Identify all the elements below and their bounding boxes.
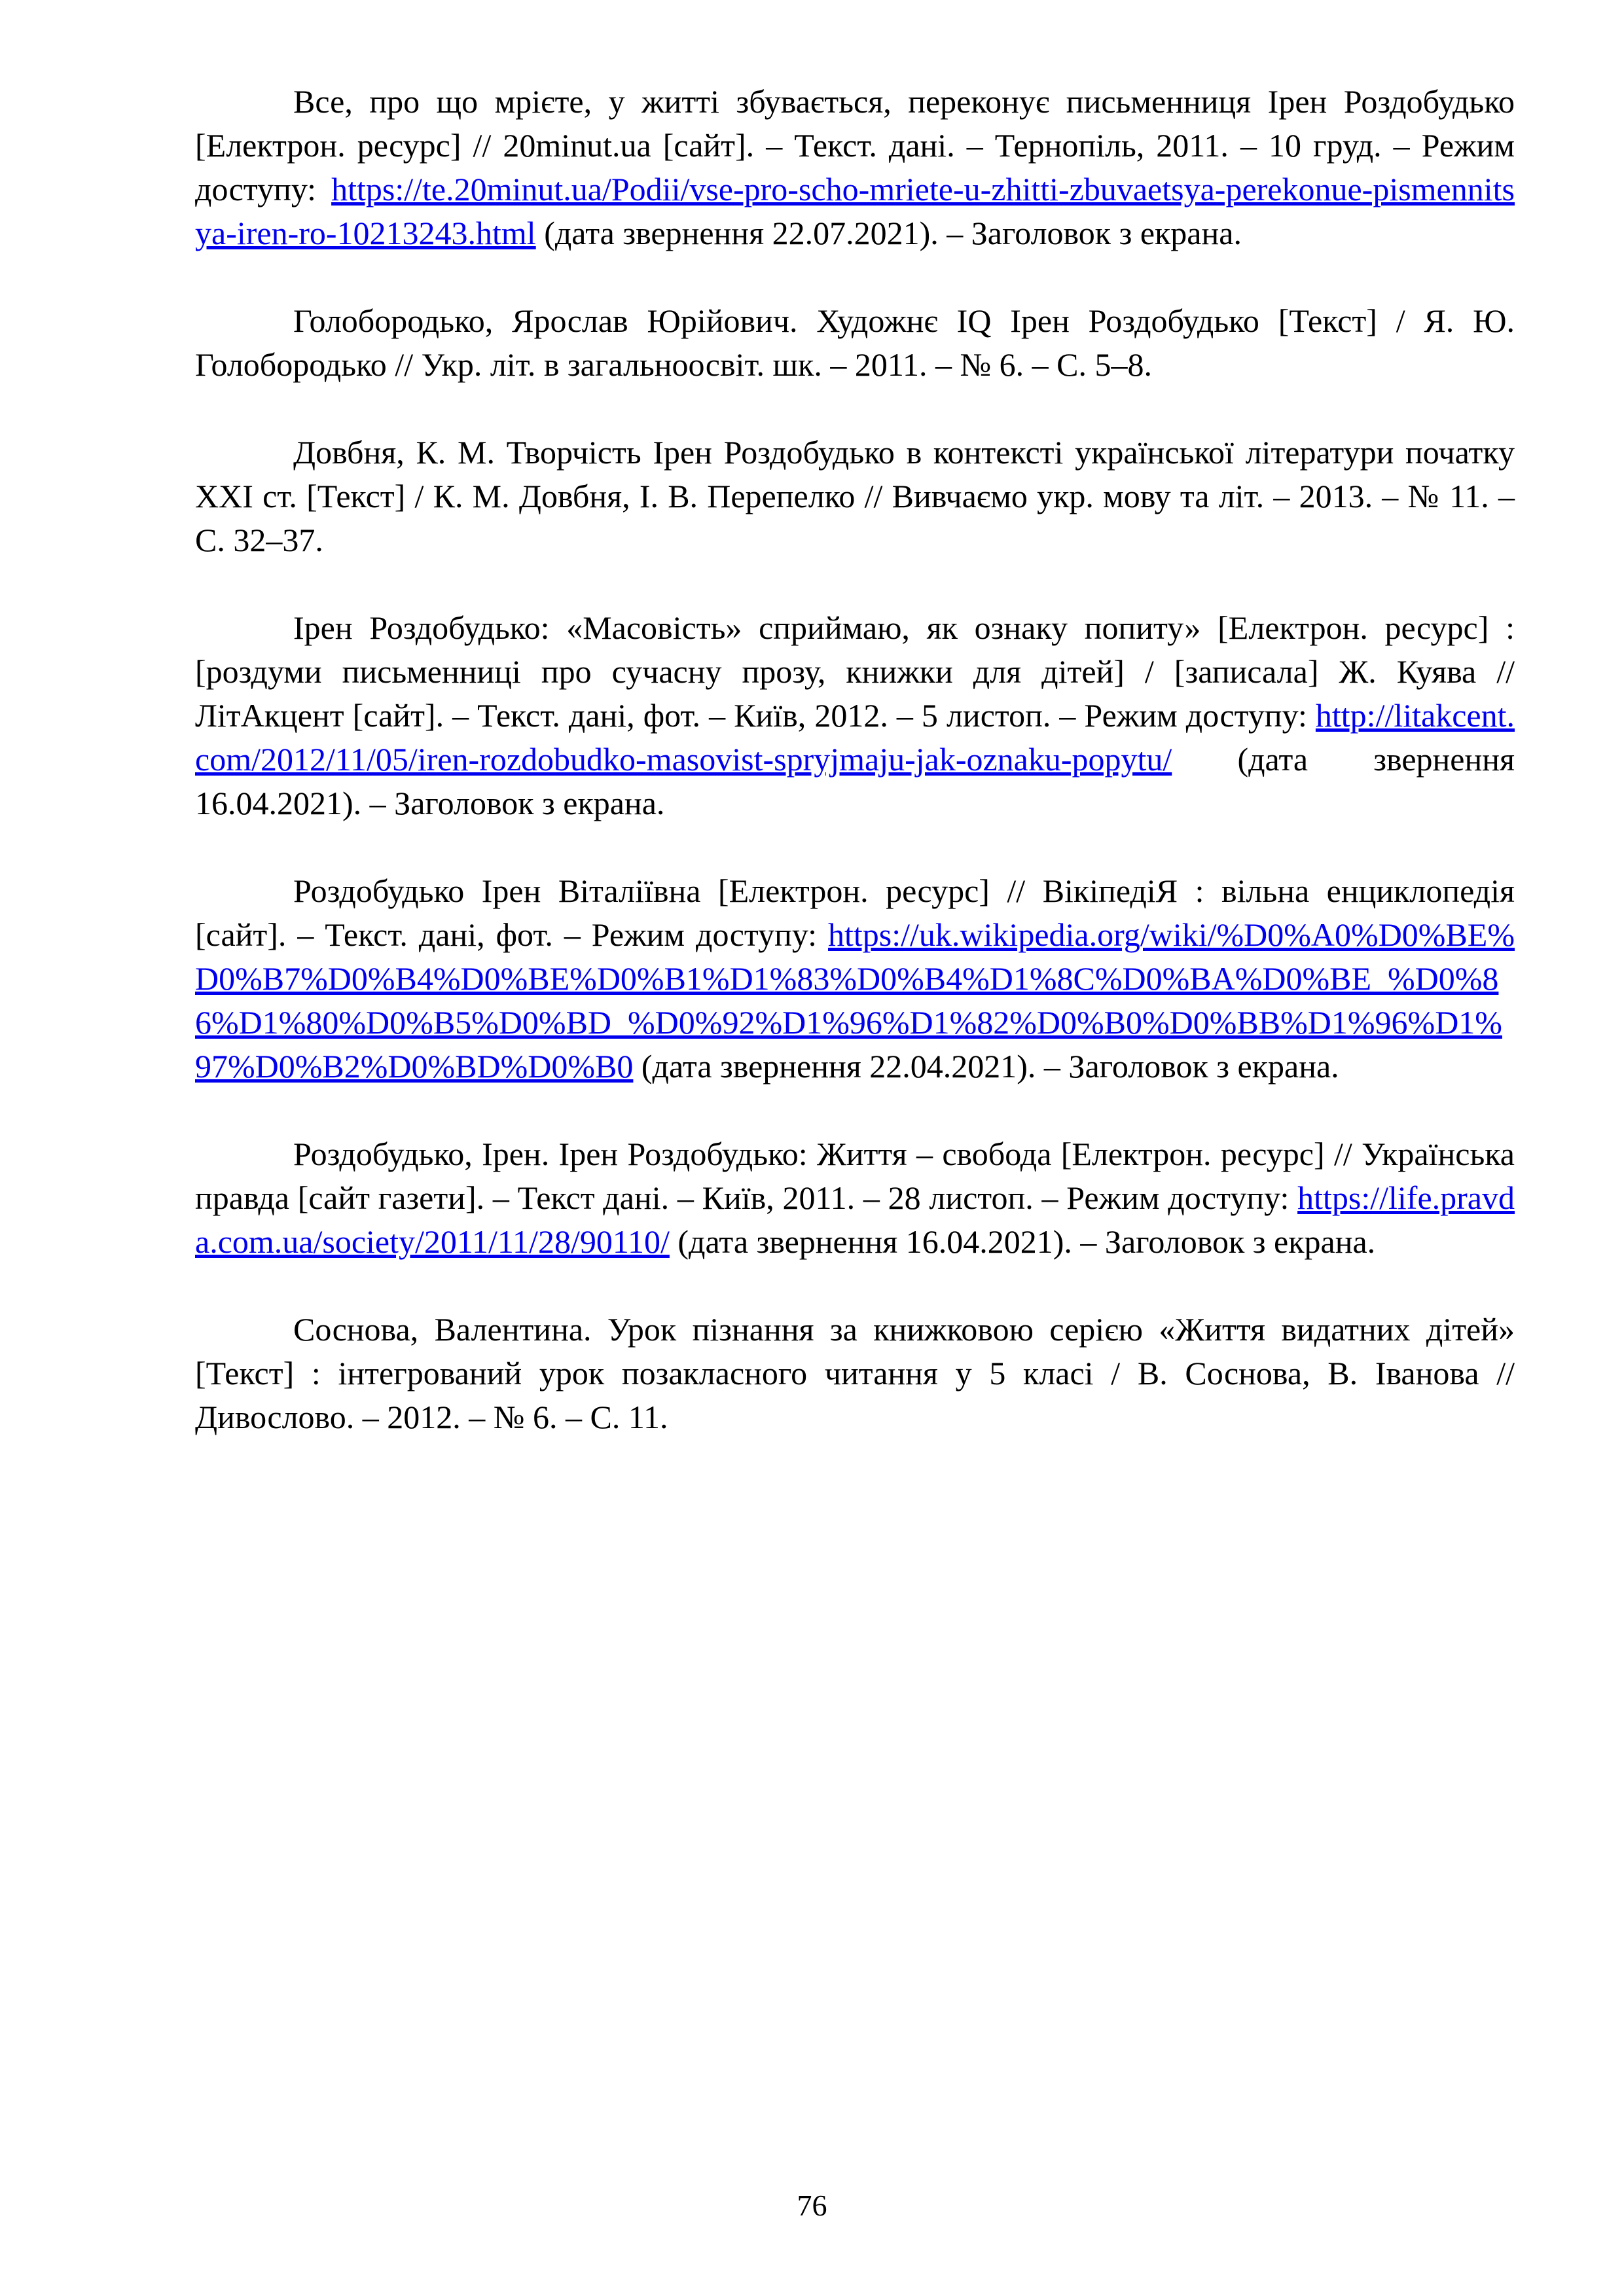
bibliography-entry <box>195 1308 1515 1439</box>
bibliography-list <box>195 80 1515 1483</box>
bibliography-entry <box>195 606 1515 825</box>
entry-text-after: (дата звернення 22.07.2021). – Заголовок з екрана. <box>535 215 1242 251</box>
entry-text: Голобородько, Ярослав Юрійович. Художнє IQ Ірен Роздобудько [Текст] / Я. Ю. Голобородько // Укр. літ. в загальноосвіт. шк. – 2011. – № 6. – С. 5–8. <box>195 302 1515 383</box>
page-number: 76 <box>797 2189 827 2222</box>
entry-link[interactable]: https://life.pravda.com.ua/society/2011/11/28/90110/ <box>195 1179 1515 1260</box>
entry-text-after: (дата звернення 22.04.2021). – Заголовок з екрана. <box>633 1048 1339 1085</box>
entry-text-after: (дата звернення 16.04.2021). – Заголовок з екрана. <box>669 1223 1376 1260</box>
bibliography-entry <box>195 80 1515 255</box>
entry-link[interactable]: http://litakcent.com/2012/11/05/iren-rozdobudko-masovist-spryjmaju-jak-oznaku-popytu/ <box>195 697 1515 778</box>
bibliography-entry <box>195 299 1515 387</box>
entry-text: Роздобудько Ірен Віталіївна [Електрон. ресурс] // ВікіпедіЯ : вільна енциклопедія [сайт]. – Текст. дані, фот. – Режим доступу: <box>195 872 1515 953</box>
entry-text: Роздобудько, Ірен. Ірен Роздобудько: Життя – свобода [Електрон. ресурс] // Українська правда [сайт газети]. – Текст дані. – Київ, 2011. – 28 листоп. – Режим доступу: <box>195 1136 1515 1216</box>
bibliography-entry <box>195 869 1515 1088</box>
bibliography-entry <box>195 1132 1515 1264</box>
entry-text-after: (дата звернення 16.04.2021). – Заголовок з екрана. <box>195 741 1515 821</box>
entry-text: Все, про що мрієте, у житті збувається, переконує письменниця Ірен Роздобудько [Електрон. ресурс] // 20minut.ua [сайт]. – Текст. дані. – Тернопіль, 2011. – 10 груд. – Режим доступу: <box>195 83 1515 207</box>
bibliography-entry <box>195 431 1515 562</box>
entry-link[interactable]: https://te.20minut.ua/Podii/vse-pro-scho-mriete-u-zhitti-zbuvaetsya-perekonue-pismennitsya-iren-ro-10213243.html <box>195 171 1515 251</box>
entry-text: Соснова, Валентина. Урок пізнання за книжковою серією «Життя видатних дітей» [Текст] : інтегрований урок позакласного читання у 5 класі / В. Соснова, В. Іванова // Дивослово. – 2012. – № 6. – С. 11. <box>195 1311 1515 1435</box>
entry-link[interactable]: https://uk.wikipedia.org/wiki/%D0%A0%D0%BE%D0%B7%D0%B4%D0%BE%D0%B1%D1%83%D0%B4%D1%8C%D0%BA%D0%BE_%D0%86%D1%80%D0%B5%D0%BD_%D0%92%D1%96%D1%82%D0%B0%D0%BB%D1%96%D1%97%D0%B2%D0%BD%D0%B0 <box>195 916 1515 1085</box>
entry-text: Довбня, К. М. Творчість Ірен Роздобудько в контексті української літератури початку XXI ст. [Текст] / К. М. Довбня, І. В. Перепелко // Вивчаємо укр. мову та літ. – 2013. – № 11. – С. 32–37. <box>195 434 1515 558</box>
entry-text: Ірен Роздобудько: «Масовість» сприймаю, як ознаку попиту» [Електрон. ресурс] : [роздуми письменниці про сучасну прозу, книжки для дітей] / [записала] Ж. Куява // ЛітАкцент [сайт]. – Текст. дані, фот. – Київ, 2012. – 5 листоп. – Режим доступу: <box>195 609 1515 734</box>
